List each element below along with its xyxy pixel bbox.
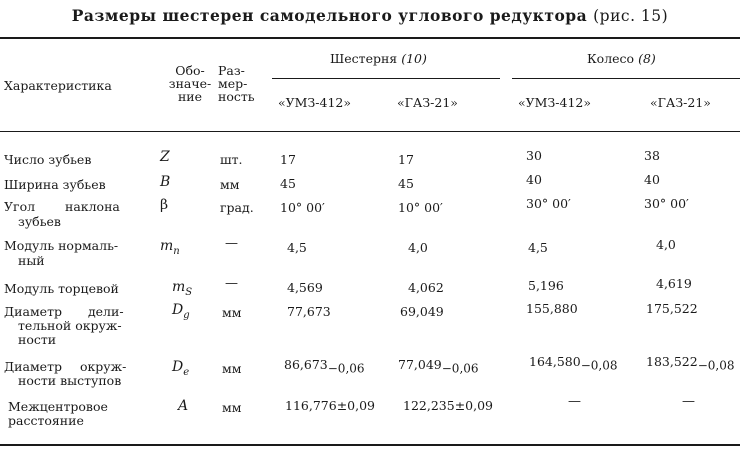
table-cell: — [568, 394, 581, 409]
header-gear-group: Шестерня (10) [330, 51, 427, 66]
header-wheel-group: Колесо (8) [587, 51, 656, 66]
row-unit-pitch-diameter: мм [222, 305, 242, 320]
table-cell: 4,0 [656, 237, 676, 252]
table-cell: 69,049 [400, 304, 444, 319]
table-cell: 4,569 [287, 280, 323, 295]
table-cell: 175,522 [646, 301, 698, 316]
table-cell: 4,0 [408, 240, 428, 255]
row-unit-teeth-count: шт. [220, 152, 243, 167]
bottom-rule [0, 444, 740, 446]
table-cell: 4,5 [528, 240, 548, 255]
row-label-center-distance-cont: расстояние [8, 413, 84, 428]
table-cell: 30 [526, 148, 542, 163]
group-rule-wheel [512, 78, 740, 79]
row-label-normal-module-cont: ный [18, 253, 45, 268]
table-cell: $164,580_{-0,08}$ [529, 354, 618, 373]
table-cell: $183,522_{-0,08}$ [646, 354, 735, 373]
table-cell: 77,673 [287, 304, 331, 319]
header-designation: Обо- значе- ние [168, 63, 212, 104]
row-label-transverse-module: Модуль торцевой [4, 281, 119, 296]
table-cell: 4,619 [656, 276, 692, 291]
table-cell: 30° 00′ [526, 196, 571, 211]
table-cell: 30° 00′ [644, 196, 689, 211]
table-cell: 10° 00′ [398, 200, 443, 215]
table-cell: 45 [280, 176, 296, 191]
table-cell: — [682, 394, 695, 409]
row-label-center-distance: Межцентровое [8, 399, 108, 414]
table-title-text: Размеры шестерен самодельного углового редуктора [71, 6, 588, 25]
group-rule-gear [272, 78, 500, 79]
table-title [0, 6, 740, 25]
table-cell: 17 [398, 152, 414, 167]
table-cell: $77,049_{-0,06}$ [398, 357, 479, 376]
header-col-wheel-gaz: «ГАЗ-21» [650, 95, 711, 110]
table-cell: 5,196 [528, 278, 564, 293]
row-label-tip-diameter-cont: ности выступов [18, 373, 122, 388]
row-symbol-tip-diameter: $D_e$ [172, 359, 190, 378]
table-cell: 40 [644, 172, 660, 187]
header-col-gear-gaz: «ГАЗ-21» [397, 95, 458, 110]
row-label-tip-diameter: Диаметр окруж- [4, 359, 127, 374]
table-cell: 17 [280, 152, 296, 167]
top-rule [0, 37, 740, 39]
table-cell: 155,880 [526, 301, 578, 316]
row-label-pitch-diameter: Диаметр дели- [4, 304, 124, 319]
table-cell: 122,235±0,09 [403, 398, 493, 413]
table-cell: 10° 00′ [280, 200, 325, 215]
row-label-teeth-count: Число зубьев [4, 152, 92, 167]
row-symbol-teeth-width: B [160, 174, 171, 190]
row-label-pitch-diameter-cont2: ности [18, 332, 57, 347]
row-unit-teeth-width: мм [220, 177, 240, 192]
table-cell: 116,776±0,09 [285, 398, 375, 413]
row-label-pitch-diameter-cont1: тельной окруж- [18, 318, 122, 333]
row-symbol-transverse-module: $m_S$ [172, 279, 193, 298]
row-symbol-center-distance: A [178, 398, 189, 414]
header-col-wheel-umz: «УМЗ-412» [518, 95, 591, 110]
row-symbol-pitch-diameter: $D_g$ [172, 302, 190, 321]
row-unit-transverse-module: — [225, 276, 238, 291]
header-dimension: Раз- мер- ность [218, 63, 255, 104]
row-symbol-teeth-count: Z [160, 149, 170, 165]
figure-reference: (рис. 15) [593, 7, 669, 25]
table-cell: 38 [644, 148, 660, 163]
row-label-normal-module: Модуль нормаль- [4, 238, 119, 253]
row-symbol-helix-angle: β [160, 197, 169, 213]
header-rule [0, 131, 740, 132]
table-cell: 45 [398, 176, 414, 191]
row-unit-tip-diameter: мм [222, 361, 242, 376]
row-unit-helix-angle: град. [220, 200, 254, 215]
table-cell: $86,673_{-0,06}$ [284, 357, 365, 376]
table-cell: 4,062 [408, 280, 444, 295]
header-col-gear-umz: «УМЗ-412» [278, 95, 351, 110]
row-label-helix-angle-cont: зубьев [18, 214, 61, 229]
row-label-teeth-width: Ширина зубьев [4, 177, 106, 192]
row-unit-center-distance: мм [222, 400, 242, 415]
table-cell: 4,5 [287, 240, 307, 255]
table-cell: 40 [526, 172, 542, 187]
row-symbol-normal-module: $m_n$ [160, 238, 180, 257]
row-unit-normal-module: — [225, 236, 238, 251]
header-characteristic: Характеристика [4, 78, 112, 93]
row-label-helix-angle: Угол наклона [4, 199, 120, 214]
